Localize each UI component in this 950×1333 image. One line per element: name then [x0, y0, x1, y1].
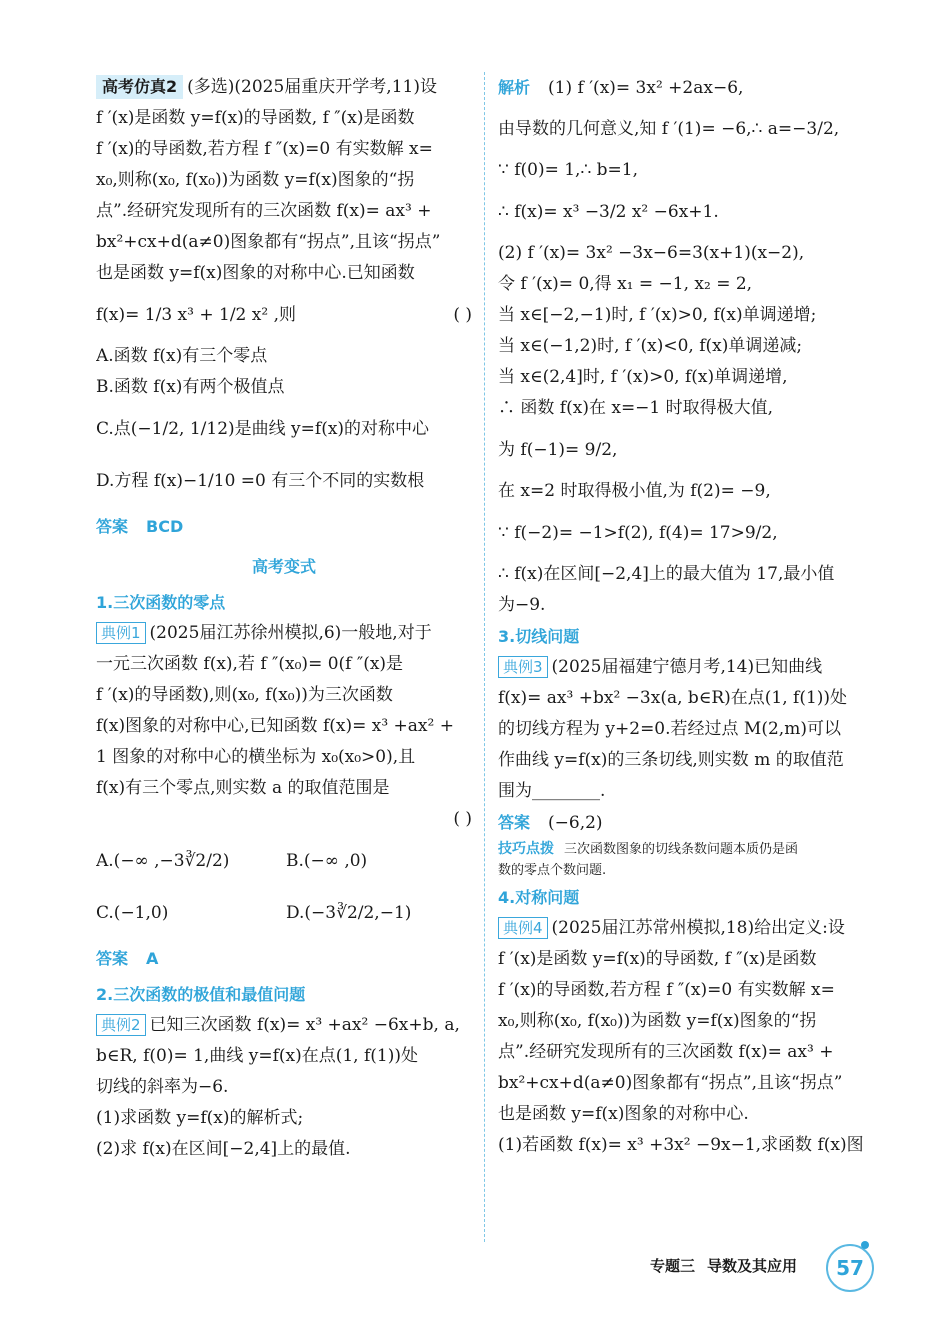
ex4-line: f ′(x)是函数 y=f(x)的导函数, f ″(x)是函数: [498, 949, 817, 969]
options-row: [96, 887, 472, 939]
solution-line: 为 f(−1)= 9/2,: [498, 440, 618, 460]
option-a: A.(−∞ ,−3∛2/2): [96, 851, 230, 871]
tip-text: 三次函数图象的切线条数问题本质仍是函: [564, 842, 799, 857]
solution-line: ∵ f(−2)= −1>f(2), f(4)= 17>9/2,: [498, 523, 778, 543]
option-c: C.(−1,0): [96, 903, 169, 923]
option-c: C.点(−1/2, 1/12)是曲线 y=f(x)的对称中心: [96, 419, 430, 439]
options-row: [96, 835, 472, 887]
sim-line: x₀,则称(x₀, f(x₀))为函数 y=f(x)图象的“拐: [96, 170, 415, 190]
option-b: B.函数 f(x)有两个极值点: [96, 377, 285, 397]
ex4-line: bx²+cx+d(a≠0)图象都有“拐点”,且该“拐点”: [498, 1073, 843, 1093]
solution-line: (2) f ′(x)= 3x² −3x−6=3(x+1)(x−2),: [498, 243, 805, 263]
solution-line: 为−9.: [498, 595, 546, 615]
ex1-line: 1 图象的对称中心的横坐标为 x₀(x₀>0),且: [96, 747, 416, 767]
section-title: 3.切线问题: [498, 627, 580, 646]
section-title: 1.三次函数的零点: [96, 593, 226, 612]
solution-line: 在 x=2 时取得极小值,为 f(2)= −9,: [498, 481, 771, 501]
ex1-line: (2025届江苏徐州模拟,6)一般地,对于: [149, 623, 432, 643]
ex2-line: (1)求函数 y=f(x)的解析式;: [96, 1108, 304, 1128]
option-d: D.方程 f(x)−1/10 =0 有三个不同的实数根: [96, 471, 425, 491]
solution-line: ∵ f(0)= 1,∴ b=1,: [498, 160, 639, 180]
example-tag: 典例1: [96, 622, 146, 644]
ex1-line: f ′(x)的导函数),则(x₀, f(x₀))为三次函数: [96, 685, 393, 705]
sim-line: bx²+cx+d(a≠0)图象都有“拐点”,且该“拐点”: [96, 232, 441, 252]
ex2-header-line: [96, 1010, 472, 1041]
ex2-line: b∈R, f(0)= 1,曲线 y=f(x)在点(1, f(1))处: [96, 1046, 418, 1066]
tip-label: 技巧点拨: [498, 841, 554, 857]
ex4-line: 点”.经研究发现所有的三次函数 f(x)= ax³ +: [498, 1042, 834, 1062]
tip-text: 数的零点个数问题.: [498, 863, 607, 878]
example-tag: 典例3: [498, 656, 548, 678]
answer-value: BCD: [146, 517, 184, 536]
section-title: 4.对称问题: [498, 888, 580, 907]
sim-line: 也是函数 y=f(x)图象的对称中心.已知函数: [96, 263, 415, 283]
answer-value: A: [146, 949, 159, 968]
ex4-line: x₀,则称(x₀, f(x₀))为函数 y=f(x)图象的“拐: [498, 1011, 817, 1031]
left-column: [96, 72, 472, 1165]
sim-header-line: [96, 72, 472, 103]
sim-function-line: [96, 289, 472, 341]
answer-paren: ( ): [453, 305, 472, 325]
ex4-line: (2025届江苏常州模拟,18)给出定义:设: [551, 918, 845, 938]
sim-label: 高考仿真2: [96, 75, 183, 99]
ex1-line: f(x)有三个零点,则实数 a 的取值范围是: [96, 778, 390, 798]
ex3-header-line: [498, 652, 874, 683]
ex4-line: 也是函数 y=f(x)图象的对称中心.: [498, 1104, 749, 1124]
ex3-line: 围为________.: [498, 781, 606, 801]
column-divider: [484, 72, 485, 1242]
answer-label: 答案: [498, 813, 531, 832]
ex1-header-line: [96, 618, 472, 649]
answer-paren: ( ): [453, 809, 472, 829]
ex2-line: 已知三次函数 f(x)= x³ +ax² −6x+b, a,: [149, 1015, 460, 1035]
tip-line: [498, 838, 874, 860]
example-tag: 典例4: [498, 917, 548, 939]
ex3-line: (2025届福建宁德月考,14)已知曲线: [551, 657, 823, 677]
ex3-line: 作曲线 y=f(x)的三条切线,则实数 m 的取值范: [498, 750, 844, 770]
ex4-line: f ′(x)的导函数,若方程 f ″(x)=0 有实数解 x=: [498, 980, 835, 1000]
footer-title: 导数及其应用: [707, 1257, 798, 1275]
page-dot-icon: [861, 1241, 869, 1249]
solution-line: 当 x∈[−2,−1)时, f ′(x)>0, f(x)单调递增;: [498, 305, 817, 325]
answer-line: [96, 939, 472, 979]
solution-line: 令 f ′(x)= 0,得 x₁ = −1, x₂ = 2,: [498, 274, 753, 294]
ex4-line: (1)若函数 f(x)= x³ +3x² −9x−1,求函数 f(x)图: [498, 1135, 864, 1155]
variant-title: 高考变式: [251, 557, 316, 576]
page-number: 57: [826, 1244, 874, 1292]
sim-line: 点”.经研究发现所有的三次函数 f(x)= ax³ +: [96, 201, 432, 221]
option-b: B.(−∞ ,0): [286, 851, 368, 871]
answer-label: 答案: [96, 949, 129, 968]
option-d: D.(−3∛2/2,−1): [286, 903, 412, 923]
sim-line: (多选)(2025届重庆开学考,11)设: [187, 77, 437, 97]
solution-line: ∴ f(x)= x³ −3/2 x² −6x+1.: [498, 202, 719, 222]
solution-line: ∴ f(x)在区间[−2,4]上的最大值为 17,最小值: [498, 564, 835, 584]
ex2-line: (2)求 f(x)在区间[−2,4]上的最值.: [96, 1139, 351, 1159]
footer-topic: 专题三: [650, 1257, 696, 1275]
running-footer: [650, 1255, 797, 1276]
solution-label: 解析: [498, 78, 531, 97]
solution-line: (1) f ′(x)= 3x² +2ax−6,: [548, 78, 744, 98]
answer-label: 答案: [96, 517, 129, 536]
ex1-line: f(x)图象的对称中心,已知函数 f(x)= x³ +ax² +: [96, 716, 454, 736]
ex3-line: 的切线方程为 y+2=0.若经过点 M(2,m)可以: [498, 719, 841, 739]
section-title: 2.三次函数的极值和最值问题: [96, 985, 306, 1004]
answer-value: (−6,2): [548, 813, 603, 833]
answer-line: [498, 807, 874, 838]
answer-line: [96, 507, 472, 547]
sim-line: f ′(x)的导函数,若方程 f ″(x)=0 有实数解 x=: [96, 139, 433, 159]
right-column: [498, 72, 874, 1161]
solution-line: ∴ 函数 f(x)在 x=−1 时取得极大值,: [498, 398, 774, 418]
solution-header-line: [498, 72, 874, 103]
ex3-line: f(x)= ax³ +bx² −3x(a, b∈R)在点(1, f(1))处: [498, 688, 848, 708]
solution-line: 当 x∈(2,4]时, f ′(x)>0, f(x)单调递增,: [498, 367, 788, 387]
sim-line: f ′(x)是函数 y=f(x)的导函数, f ″(x)是函数: [96, 108, 415, 128]
example-tag: 典例2: [96, 1014, 146, 1036]
ex2-line: 切线的斜率为−6.: [96, 1077, 229, 1097]
ex4-header-line: [498, 913, 874, 944]
ex1-line: 一元三次函数 f(x),若 f ″(x₀)= 0(f ″(x)是: [96, 654, 404, 674]
solution-line: 当 x∈(−1,2)时, f ′(x)<0, f(x)单调递减;: [498, 336, 803, 356]
option-a: A.函数 f(x)有三个零点: [96, 346, 268, 366]
sim-function: f(x)= 1/3 x³ + 1/2 x² ,则: [96, 305, 296, 325]
solution-line: 由导数的几何意义,知 f ′(1)= −6,∴ a=−3/2,: [498, 119, 840, 139]
